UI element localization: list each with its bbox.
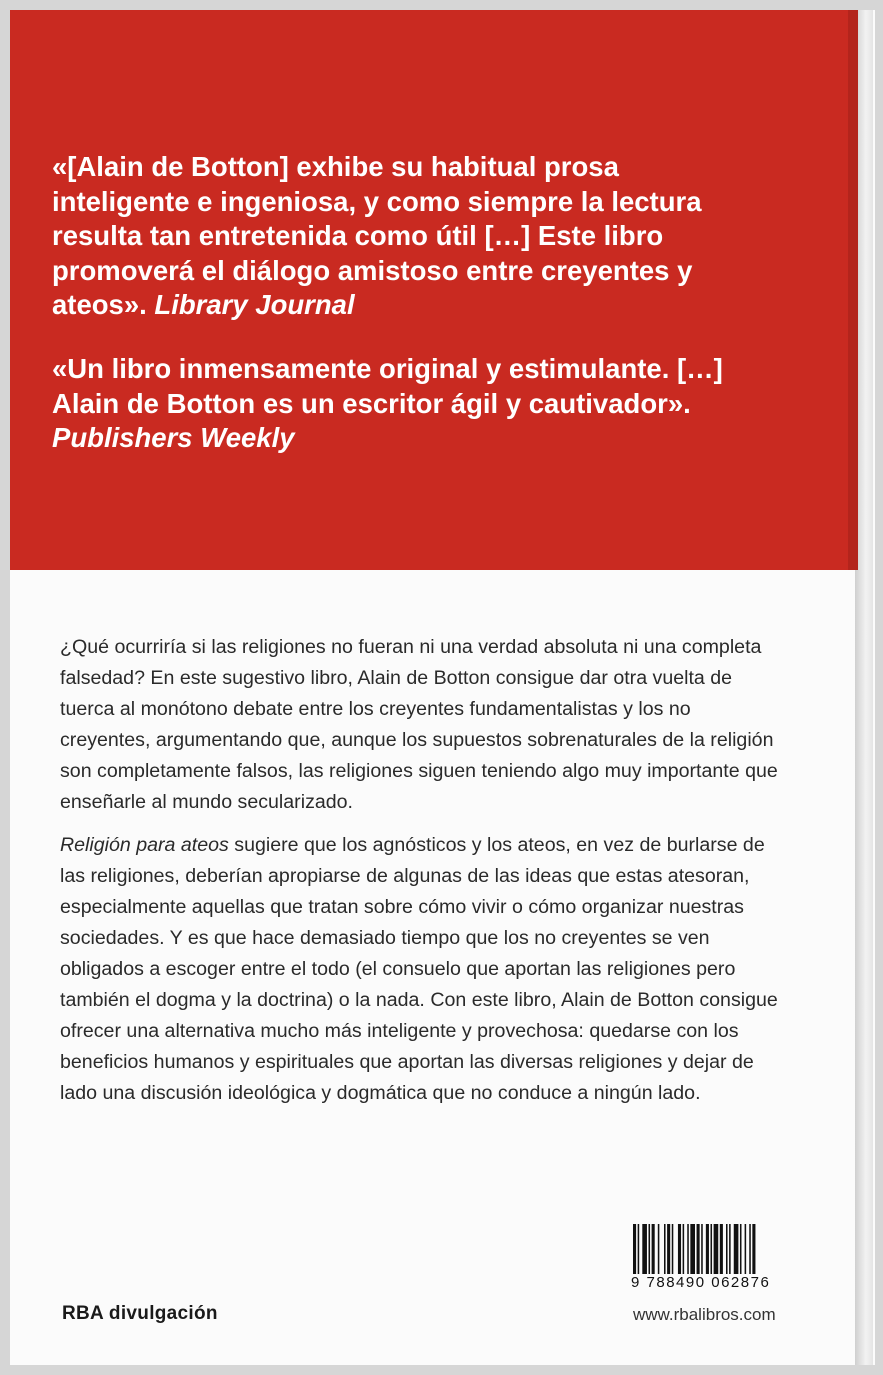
barcode-bar: [690, 1224, 695, 1276]
barcode-bar: [697, 1224, 700, 1276]
barcode-digits: 9 788490 062876: [631, 1274, 796, 1291]
book-title: Religión para ateos: [60, 834, 229, 857]
review-quote-publishers-weekly: [52, 352, 732, 456]
barcode-bar: [664, 1224, 666, 1276]
barcode-bar: [714, 1224, 719, 1276]
quotes-panel-edge: [848, 10, 858, 570]
synopsis-text: sugiere que los agnósticos y los ateos, en vez de burlarse de las religiones, deberían apropiarse de algunas de las ideas que estas atesoran, especialmente aquellas que tratan sobre cómo vivir o cómo organizar nuestras sociedades. Y es que hace demasiado tiempo que los no creyentes se ven obligados a escoger entre el todo (el consuelo que aportan las religiones pero también el dogma y la doctrina) o la nada. Con este libro, Alain de Botton consigue ofrecer una alternativa mucho más inteligente y provechosa: quedarse con los beneficios humanos y espirituales que aportan las diversas religiones y dejar de lado una discusión ideológica y dogmática que no conduce a ningún lado.: [60, 834, 778, 1104]
synopsis-paragraph: [60, 830, 780, 1108]
barcode-bar: [678, 1224, 681, 1276]
barcode-bar: [711, 1224, 713, 1276]
barcode-bar: [683, 1224, 685, 1276]
synopsis-paragraph: ¿Qué ocurriría si las religiones no fueran ni una verdad absoluta ni una completa falsedad? En este sugestivo libro, Alain de Botton consigue dar otra vuelta de tuerca al monótono debate entre los creyentes fundamentalistas y los no creyentes, argumentando que, aunque los supuestos sobrenaturales de la religión son completamente falsos, las religiones siguen teniendo algo muy importante que enseñarle al mundo secularizado.: [60, 636, 778, 813]
synopsis: [60, 632, 780, 1109]
barcode-bar: [726, 1224, 728, 1276]
barcode-bar: [729, 1224, 731, 1276]
barcode-bar: [687, 1224, 689, 1276]
barcode-bar: [667, 1224, 670, 1276]
barcode-bar: [649, 1224, 651, 1276]
publisher-imprint: RBA divulgación: [62, 1303, 218, 1324]
barcode-bar: [720, 1224, 723, 1276]
barcode-bar: [642, 1224, 647, 1276]
barcode-bar: [745, 1224, 747, 1276]
barcode-bar: [652, 1224, 655, 1276]
barcode-bar: [706, 1224, 709, 1276]
barcode-bar: [740, 1224, 742, 1276]
barcode-bar: [658, 1224, 660, 1276]
quote-source: Publishers Weekly: [52, 422, 295, 453]
barcode-bar: [701, 1224, 703, 1276]
barcode-bar: [672, 1224, 674, 1276]
quote-source: Library Journal: [154, 289, 355, 320]
barcode-bar: [734, 1224, 739, 1276]
publisher-website: www.rbalibros.com: [633, 1305, 776, 1324]
quote-text: «[Alain de Botton] exhibe su habitual prosa inteligente e ingeniosa, y como siempre la lectura resulta tan entretenida como útil […] Este libro promoverá el diálogo amistoso entre creyentes y ateos».: [52, 151, 702, 320]
review-quote-library-journal: [52, 150, 732, 323]
quote-text: «Un libro inmensamente original y estimulante. […] Alain de Botton es un escritor ágil y cautivador».: [52, 353, 723, 419]
